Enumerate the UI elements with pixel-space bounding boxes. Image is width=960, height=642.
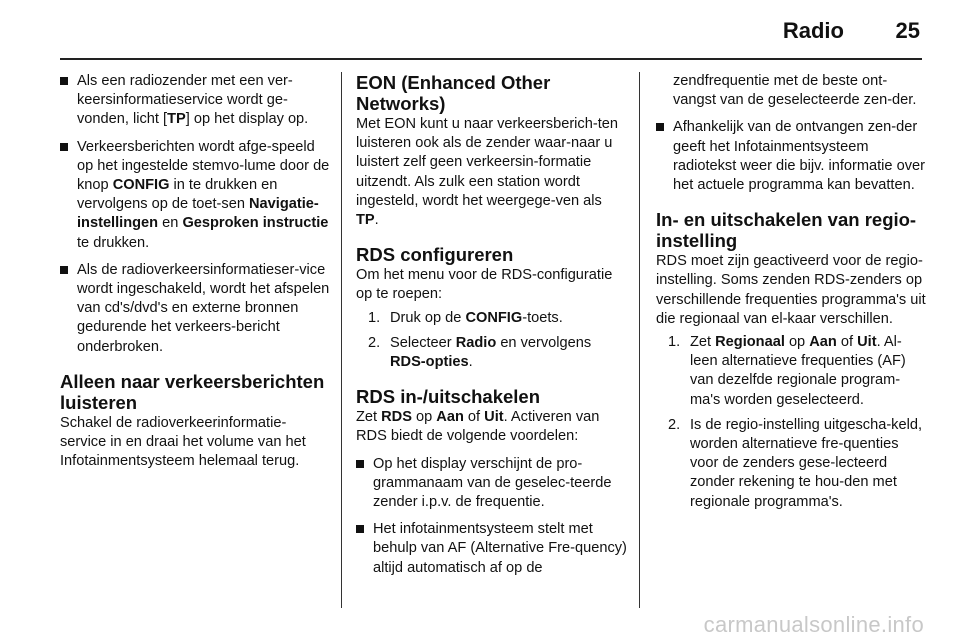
bullet-list (656, 118, 926, 195)
section-paragraph: Met EON kunt u naar verkeersberich-ten luisteren ook als de zender waar-naar u luistert zelf geen verkeersin-formatie uitzendt. Als zulk een station wordt ingesteld, wordt het weergege-ven als TP. (356, 116, 618, 229)
list-item: Afhankelijk van de ontvangen zen-der geeft het Infotainmentsysteem radiotekst weer die bijv. informatie over het actuele programma kan bevatten. (656, 118, 926, 195)
column-divider-2 (639, 72, 640, 608)
section-paragraph: Zet RDS op Aan of Uit. Activeren van RDS biedt de volgende voordelen: (356, 409, 600, 445)
page-number: 25 (895, 18, 920, 43)
section-heading: RDS in-/uitschakelen (356, 386, 541, 408)
list-item: 1. Zet Regionaal op Aan of Uit. Al-leen alternatieve frequenties (AF) van dezelfde regionale program-ma's worden geselecteerd. (668, 334, 906, 408)
list-item: Verkeersberichten wordt afge-speeld op het ingestelde stemvo-lume door de knop CONFIG in te drukken en vervolgens op de toet-sen Navigatie-instellingen en Gesproken instructie te drukken. (60, 138, 332, 253)
section-paragraph: Om het menu voor de RDS-configuratie op te roepen: (356, 267, 613, 303)
section-heading: RDS configureren (356, 244, 514, 266)
column-3 (656, 72, 926, 518)
list-item: 1. Druk op de CONFIG-toets. (368, 309, 563, 326)
section-paragraph: Schakel de radioverkeerinformatie-service in en draai het volume van het Infotainmentsysteem helemaal terug. (60, 414, 306, 470)
numbered-list (656, 333, 926, 512)
list-item: Op het display verschijnt de pro-grammanaam van de geselec-teerde zender i.p.v. de frequentie. (356, 455, 628, 513)
bullet-square-icon (656, 123, 664, 131)
watermark: carmanualsonline.info (703, 612, 924, 637)
bullet-square-icon (60, 143, 68, 151)
bullet-square-icon (60, 77, 68, 85)
section-paragraph: RDS moet zijn geactiveerd voor de regio-instelling. Soms zenden RDS-zenders op verschillende frequenties programma's uit die regionaal van el-kaar verschillen. (656, 253, 926, 327)
bullet-square-icon (356, 525, 364, 533)
list-item: 2. Selecteer Radio en vervolgens RDS-opties. (368, 334, 592, 371)
section-heading: Alleen naar verkeersberichten luisteren (60, 370, 325, 413)
section-heading: In- en uitschakelen van regio-instelling (656, 209, 917, 252)
header-divider (60, 58, 922, 60)
bullet-list (356, 455, 628, 578)
column-1 (60, 72, 332, 479)
numbered-list (356, 309, 628, 373)
list-item: Als de radioverkeersinformatieser-vice wordt ingeschakeld, wordt het afspelen van cd's/dvd's en externe bronnen gedurende het verkeers-bericht onderbroken. (60, 261, 332, 357)
bullet-square-icon (60, 266, 68, 274)
bullet-square-icon (356, 460, 364, 468)
page-title: Radio (782, 18, 844, 43)
section-heading: EON (Enhanced Other Networks) (356, 72, 551, 114)
list-item: Als een radiozender met een ver-keersinformatieservice wordt ge-vonden, licht [TP] op het display op. (60, 72, 332, 130)
bullet-list (60, 72, 332, 357)
page-header (60, 12, 920, 48)
continued-text: zendfrequentie met de beste ont-vangst van de geselecteerde zen-der. (673, 73, 917, 109)
list-item: Het infotainmentsysteem stelt met behulp van AF (Alternative Fre-quency) altijd automatisch af op de (356, 520, 628, 578)
column-2 (356, 72, 628, 586)
list-item: 2. Is de regio-instelling uitgescha-keld, worden alternatieve fre-quenties voor de zenders gese-lecteerd zonder rekening te hou-den met regionale programma's. (668, 416, 923, 510)
column-divider-1 (341, 72, 342, 608)
